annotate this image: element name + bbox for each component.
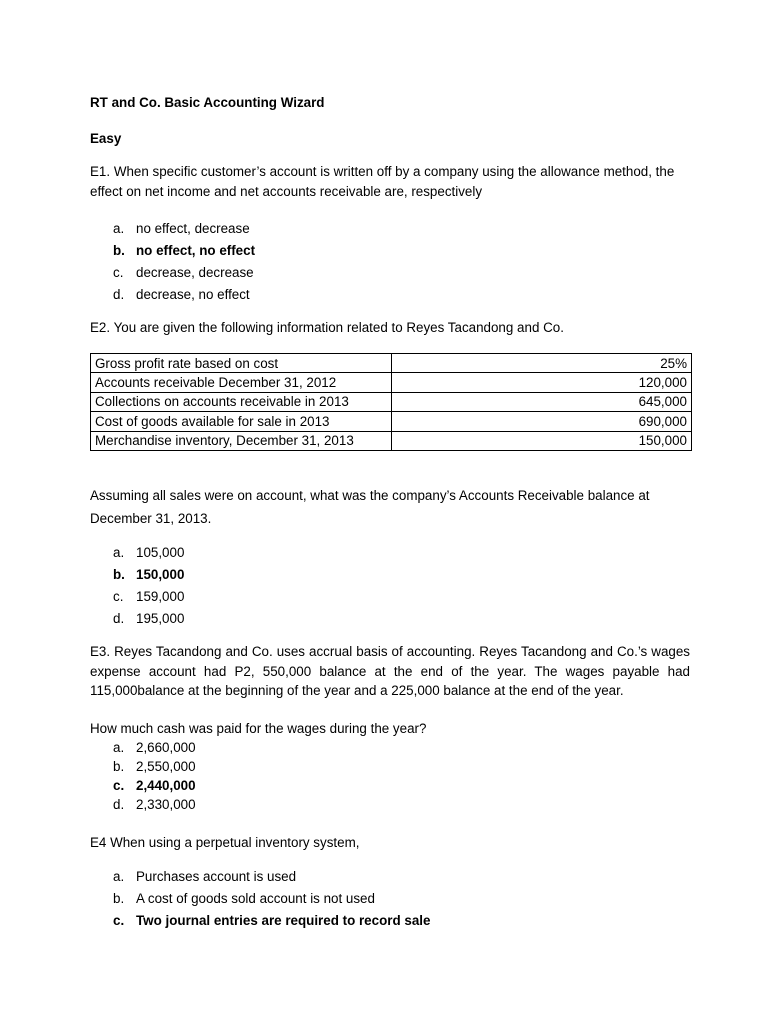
e4-option-a (113, 869, 296, 885)
e3-question: How much cash was paid for the wages during the year? (90, 721, 427, 736)
option-text: 105,000 (136, 545, 185, 560)
option-text: 159,000 (136, 589, 185, 604)
option-text: Purchases account is used (136, 869, 297, 884)
option-text: no effect, decrease (136, 221, 250, 236)
e4-question: E4 When using a perpetual inventory system, (90, 835, 360, 850)
option-letter: b. (113, 759, 125, 774)
option-letter: b. (113, 891, 125, 906)
table-cell-label: Merchandise inventory, December 31, 2013 (91, 431, 392, 450)
table-cell-value: 690,000 (392, 412, 692, 431)
option-text: 195,000 (136, 611, 185, 626)
option-text: decrease, no effect (136, 287, 250, 302)
table-row (91, 392, 692, 411)
e2-question: Assuming all sales were on account, what was the company’s Accounts Receivable balance at December 31, 2013. (90, 488, 650, 526)
option-letter: a. (113, 740, 125, 755)
e2-option-c (113, 589, 184, 605)
option-text: decrease, decrease (136, 265, 254, 280)
table-cell-label: Accounts receivable December 31, 2012 (91, 373, 392, 392)
table-cell-label: Gross profit rate based on cost (91, 354, 392, 373)
table-cell-value: 25% (392, 354, 692, 373)
table-row (91, 373, 692, 392)
e2-option-b (113, 567, 184, 583)
table-cell-label: Cost of goods available for sale in 2013 (91, 412, 392, 431)
e3-option-b (113, 759, 196, 775)
option-letter: d. (113, 287, 125, 302)
e1-option-d (113, 287, 250, 303)
table-row (91, 412, 692, 431)
option-text: 2,550,000 (136, 759, 196, 774)
table-row (91, 354, 692, 373)
e2-intro: E2. You are given the following information related to Reyes Tacandong and Co. (90, 320, 564, 335)
option-letter: a. (113, 869, 125, 884)
e1-option-c (113, 265, 254, 281)
option-letter: a. (113, 221, 125, 236)
e2-option-a (113, 545, 184, 561)
option-letter: d. (113, 797, 125, 812)
option-letter: a. (113, 545, 125, 560)
option-letter: d. (113, 611, 125, 626)
document-title: RT and Co. Basic Accounting Wizard (90, 95, 325, 110)
table-cell-value: 150,000 (392, 431, 692, 450)
option-letter: c. (113, 265, 124, 280)
e3-option-a (113, 740, 196, 756)
e4-option-b (113, 891, 375, 907)
option-letter: b. (113, 567, 125, 582)
e1-option-a (113, 221, 250, 237)
option-text: 2,330,000 (136, 797, 196, 812)
e1-option-b (113, 243, 255, 259)
e2-info-table (90, 353, 692, 451)
e3-option-c (113, 778, 196, 794)
option-text: 2,440,000 (136, 778, 196, 793)
e4-option-c (113, 913, 430, 929)
option-letter: c. (113, 913, 125, 928)
difficulty-heading: Easy (90, 131, 122, 146)
option-text: 150,000 (136, 567, 185, 582)
e2-option-d (113, 611, 184, 627)
option-letter: c. (113, 589, 124, 604)
e3-option-d (113, 797, 196, 813)
option-text: A cost of goods sold account is not used (136, 891, 375, 906)
option-letter: b. (113, 243, 125, 258)
table-row (91, 431, 692, 450)
option-text: Two journal entries are required to record sale (136, 913, 431, 928)
option-letter: c. (113, 778, 125, 793)
table-cell-value: 120,000 (392, 373, 692, 392)
table-cell-value: 645,000 (392, 392, 692, 411)
table-cell-label: Collections on accounts receivable in 2013 (91, 392, 392, 411)
option-text: 2,660,000 (136, 740, 196, 755)
option-text: no effect, no effect (136, 243, 256, 258)
e1-question: E1. When specific customer’s account is written off by a company using the allowance method, the effect on net income and net accounts receivable are, respectively (90, 164, 675, 199)
e3-intro: E3. Reyes Tacandong and Co. uses accrual basis of accounting. Reyes Tacandong and Co.’s wages expense account had P2, 550,000 balance at the end of the year. The wages payable had 115,000balance at the beginning of the year and a 225,000 balance at the end of the year. (90, 644, 690, 698)
